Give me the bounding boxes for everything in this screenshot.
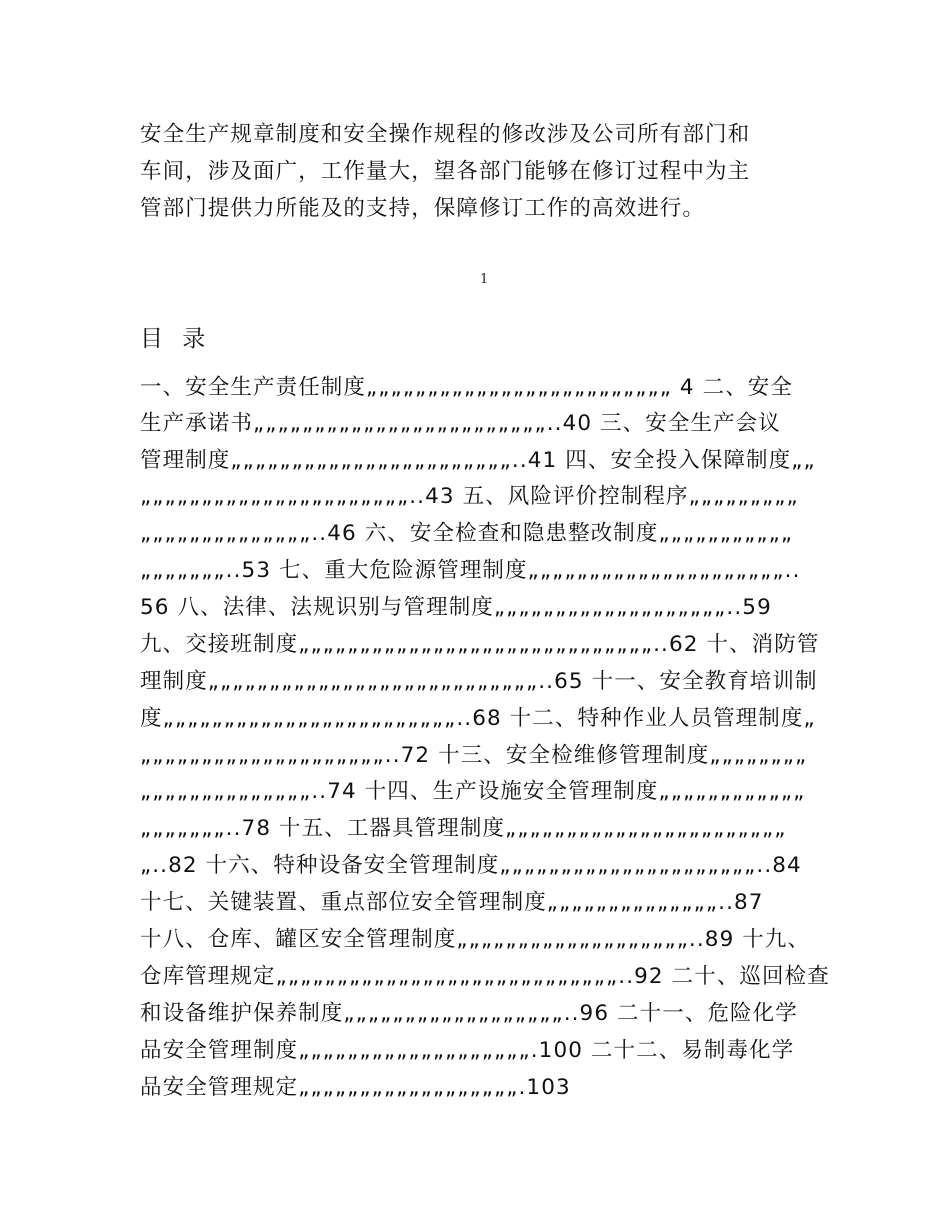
page-number: 1 — [480, 272, 489, 287]
toc-line: „„„„„„„..53 七、重大危险源管理制度„„„„„„„„„„„„„„„„„„„„„.. — [140, 558, 801, 583]
toc-line: 生产承诺书„„„„„„„„„„„„„„„„„„„„„„„„..40 三、安全生产会议 — [140, 411, 781, 436]
toc-line: 品安全管理制度„„„„„„„„„„„„„„„„„„„.100 二十二、易制毒化学 — [140, 1038, 795, 1063]
toc-line: 九、交接班制度„„„„„„„„„„„„„„„„„„„„„„„„„„„„„..62 十、消防管 — [140, 632, 820, 657]
toc-line: 十八、仓库、罐区安全管理制度„„„„„„„„„„„„„„„„„„„..89 十九、 — [140, 927, 811, 952]
toc-line: 品安全管理规定„„„„„„„„„„„„„„„„„„.103 — [140, 1075, 571, 1100]
toc-line: „„„„„„„„„„„„„„„„„„„„..72 十三、安全检维修管理制度„„„„„„„„ — [140, 743, 808, 768]
intro-line: 车间，涉及面广，工作量大，望各部门能够在修订过程中为主 — [140, 159, 751, 184]
toc-line: „„„„„„„..78 十五、工器具管理制度„„„„„„„„„„„„„„„„„„„„„„„ — [140, 816, 787, 841]
toc-line: „..82 十六、特种设备安全管理制度„„„„„„„„„„„„„„„„„„„„„..84 — [140, 853, 802, 878]
toc-title: 目 录 — [140, 326, 212, 352]
toc-line: 和设备维护保养制度„„„„„„„„„„„„„„„„„„..96 二十一、危险化学 — [140, 1001, 798, 1026]
toc-line: 56 八、法律、法规识别与管理制度„„„„„„„„„„„„„„„„„„„..59 — [140, 595, 772, 620]
toc-line: „„„„„„„„„„„„„„..74 十四、生产设施安全管理制度„„„„„„„„„„„„ — [140, 779, 806, 804]
toc-line: 十七、关键装置、重点部位安全管理制度„„„„„„„„„„„„„„..87 — [140, 890, 764, 915]
toc-line: 仓库管理规定„„„„„„„„„„„„„„„„„„„„„„„„„„„„..92 二十、巡回检查 — [140, 964, 830, 989]
intro-line: 管部门提供力所能及的支持，保障修订工作的高效进行。 — [140, 196, 706, 221]
intro-line: 安全生产规章制度和安全操作规程的修改涉及公司所有部门和 — [140, 122, 751, 147]
toc-line: 度„„„„„„„„„„„„„„„„„„„„„„„„..68 十二、特种作业人员管理制度„ — [140, 706, 816, 731]
toc-line: 一、安全生产责任制度„„„„„„„„„„„„„„„„„„„„„„„„„ 4 二、安全 — [140, 375, 794, 400]
toc-line: „„„„„„„„„„„„„„„„„„„„„„..43 五、风险评价控制程序„„„„„„„„„ — [140, 484, 799, 509]
toc-line: 理制度„„„„„„„„„„„„„„„„„„„„„„„„„„„..65 十一、安全教育培训制 — [140, 669, 818, 694]
toc-line: 管理制度„„„„„„„„„„„„„„„„„„„„„„„..41 四、安全投入保障制度„„ — [140, 448, 816, 473]
toc-line: „„„„„„„„„„„„„„..46 六、安全检查和隐患整改制度„„„„„„„„„„„ — [140, 521, 794, 546]
